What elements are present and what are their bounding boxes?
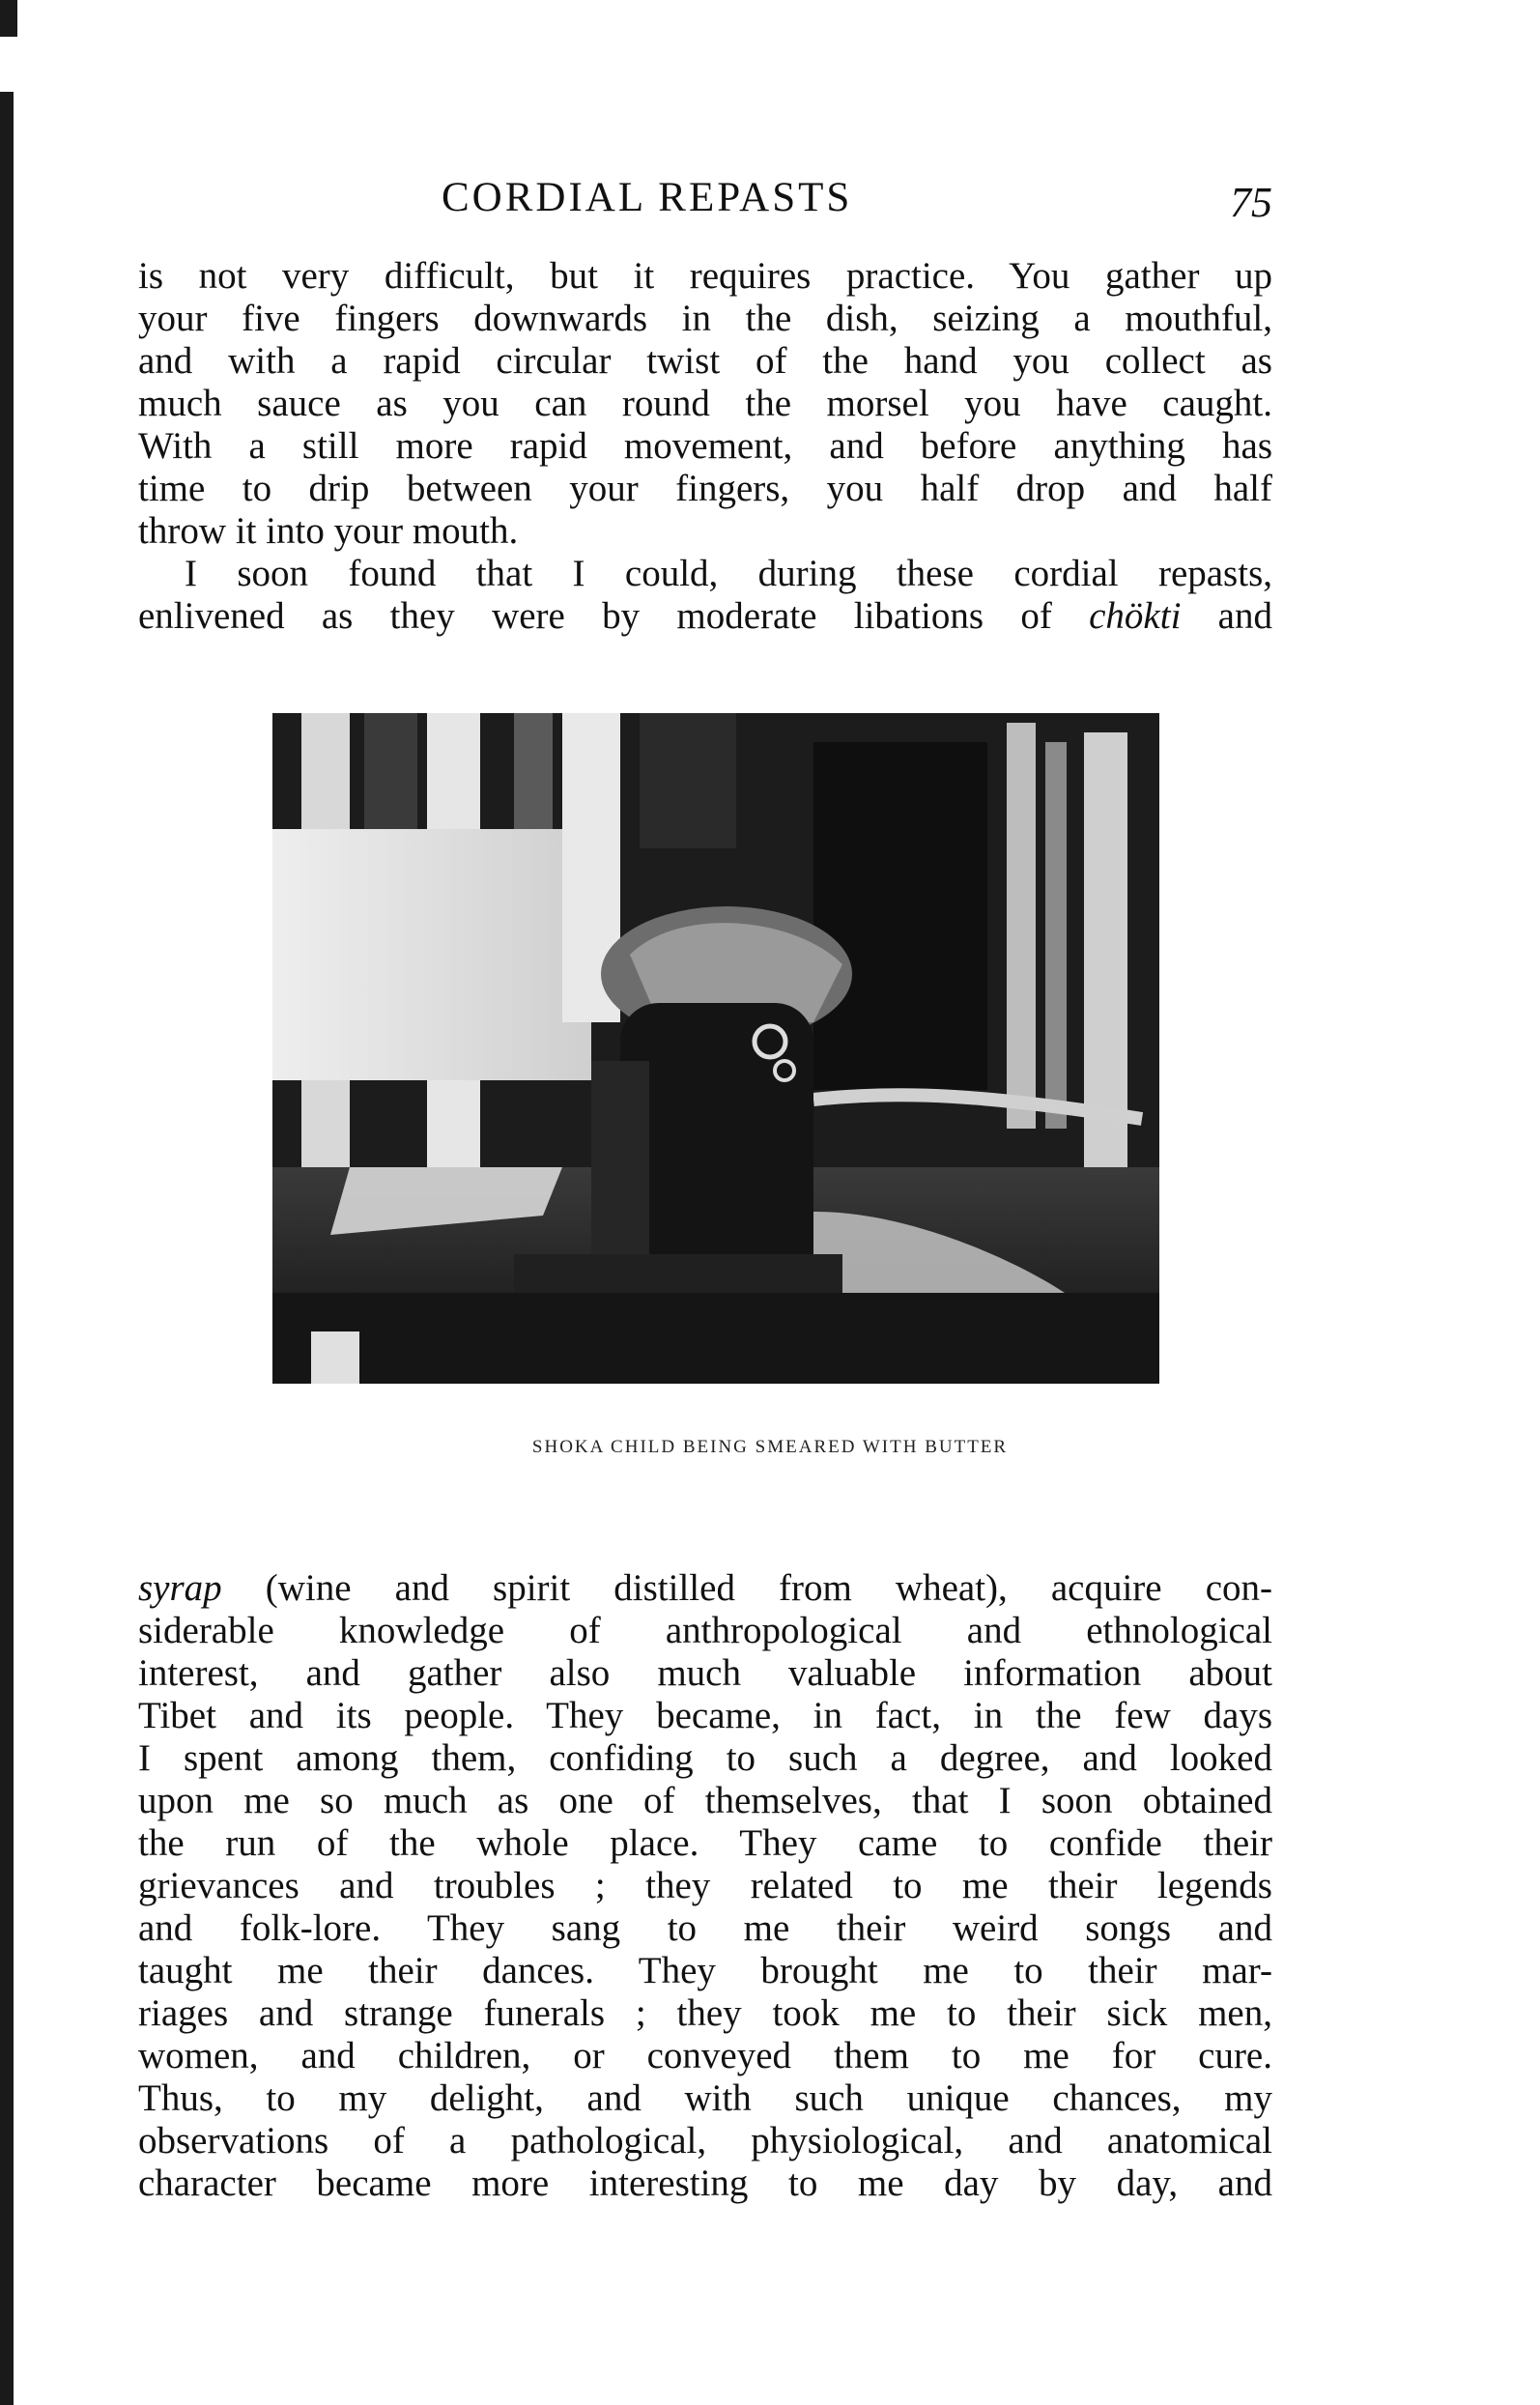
text-line: riages and strange funerals ; they took me to their sick men, bbox=[138, 1992, 1272, 2034]
text-run: and bbox=[1181, 595, 1272, 637]
text-line: Tibet and its people. They became, in fact, in the few days bbox=[138, 1695, 1272, 1736]
text-line: your five fingers downwards in the dish, seizing a mouthful, bbox=[138, 298, 1272, 339]
running-head bbox=[152, 174, 1272, 232]
text-line bbox=[138, 595, 1272, 638]
text-block-bottom bbox=[138, 1567, 1272, 2205]
text-line: upon me so much as one of themselves, that I soon obtained bbox=[138, 1780, 1272, 1821]
page-number: 75 bbox=[1230, 179, 1272, 226]
text-run: enlivened as they were by moderate libations of bbox=[138, 595, 1090, 637]
text-line: time to drip between your fingers, you half drop and half bbox=[138, 468, 1272, 509]
text-line: character became more interesting to me day by day, and bbox=[138, 2162, 1272, 2204]
figure-caption: SHOKA CHILD BEING SMEARED WITH BUTTER bbox=[531, 1437, 1009, 1457]
text-line: siderable knowledge of anthropological and ethnological bbox=[138, 1610, 1272, 1651]
text-line bbox=[138, 1567, 1272, 1610]
text-line: I soon found that I could, during these cordial repasts, bbox=[185, 553, 1272, 594]
text-line: and with a rapid circular twist of the hand you collect as bbox=[138, 340, 1272, 382]
italic-term: chökti bbox=[1089, 595, 1182, 637]
text-line: is not very difficult, but it requires practice. You gather up bbox=[138, 255, 1272, 297]
text-line: With a still more rapid movement, and before anything has bbox=[138, 425, 1272, 467]
text-line: the run of the whole place. They came to confide their bbox=[138, 1822, 1272, 1864]
edge-bar bbox=[0, 92, 14, 2405]
text-line: observations of a pathological, physiological, and anatomical bbox=[138, 2120, 1272, 2162]
text-line: grievances and troubles ; they related to me their legends bbox=[138, 1865, 1272, 1906]
photograph bbox=[272, 713, 1159, 1384]
italic-term: syrap bbox=[138, 1567, 222, 1609]
text-run: (wine and spirit distilled from wheat), acquire con- bbox=[221, 1567, 1272, 1609]
text-line: much sauce as you can round the morsel you have caught. bbox=[138, 383, 1272, 424]
text-line: Thus, to my delight, and with such unique chances, my bbox=[138, 2077, 1272, 2119]
text-line: and folk-lore. They sang to me their weird songs and bbox=[138, 1907, 1272, 1949]
photograph-image bbox=[272, 713, 1159, 1384]
text-line: interest, and gather also much valuable information about bbox=[138, 1652, 1272, 1694]
text-line: I spent among them, confiding to such a degree, and looked bbox=[138, 1737, 1272, 1779]
text-line: taught me their dances. They brought me to their mar- bbox=[138, 1950, 1272, 1991]
running-title: CORDIAL REPASTS bbox=[442, 175, 853, 220]
edge-tick bbox=[0, 0, 17, 37]
text-line: women, and children, or conveyed them to me for cure. bbox=[138, 2035, 1272, 2076]
binding-edge bbox=[0, 0, 21, 2405]
text-block-top bbox=[138, 255, 1272, 638]
text-line: throw it into your mouth. bbox=[138, 510, 519, 552]
